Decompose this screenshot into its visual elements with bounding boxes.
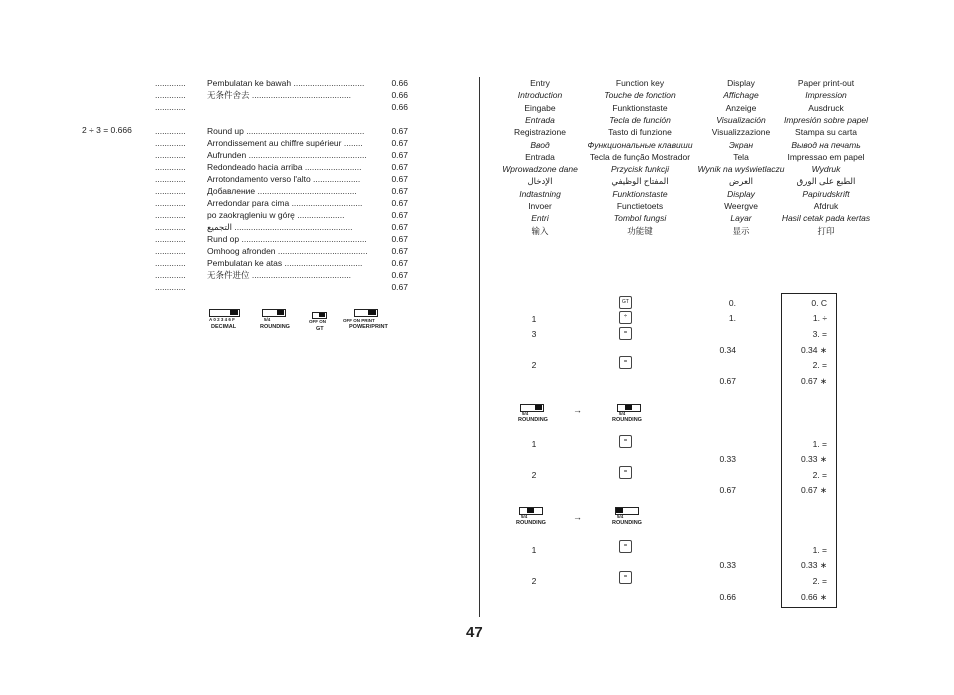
entry-header: Entrada xyxy=(525,151,555,162)
rounding-language-label: Arredondar para cima .............................. xyxy=(207,198,363,208)
tape-line: 0.33 ∗ xyxy=(800,560,827,570)
display-value: 0.33 xyxy=(719,560,736,570)
rounding-language-label: Arrotondamento verso l'alto .................... xyxy=(207,174,361,184)
display-value: 0.66 xyxy=(719,592,736,602)
rounding-language-label: التجميع .................................................. xyxy=(207,222,353,232)
equals-key-icon: = xyxy=(619,435,632,448)
rounding-value: 0.67 xyxy=(391,210,408,220)
equals-key-icon: = xyxy=(619,571,632,584)
function-key-header: Function key xyxy=(615,78,665,88)
divide-key-icon: ÷ xyxy=(619,311,632,324)
display-value: 0.67 xyxy=(719,485,736,495)
rounding-value: 0.67 xyxy=(391,270,408,280)
display-header: Display xyxy=(727,188,755,199)
print-out-header: Papirudskrift xyxy=(802,188,850,199)
tape-line: 2. = xyxy=(812,470,827,480)
leader-dots: ............. xyxy=(155,210,186,220)
entry-header: 输入 xyxy=(531,225,549,236)
display-value: 0. xyxy=(728,298,736,308)
rounding-language-label: 无条件舍去 .......................................... xyxy=(207,90,352,100)
tape-line: 0. C xyxy=(811,298,827,308)
entry-header: Wprowadzone dane xyxy=(502,164,578,175)
rounding-language-label: Omhoog afronden ...................................... xyxy=(207,246,368,256)
tape-line: 0.67 ∗ xyxy=(800,376,827,386)
entry-5: 2 xyxy=(531,470,537,480)
leader-dots: ............. xyxy=(155,282,186,292)
print-out-header: Afdruk xyxy=(813,201,839,211)
tape-line: 0.66 ∗ xyxy=(800,592,827,602)
tape-line: 0.33 ∗ xyxy=(800,454,827,464)
rounding-value: 0.66 xyxy=(391,90,408,100)
equals-key-icon: = xyxy=(619,466,632,479)
tape-line: 2. = xyxy=(812,576,827,586)
rounding-value: 0.67 xyxy=(391,186,408,196)
leader-dots: ............. xyxy=(155,246,186,256)
display-header: Tela xyxy=(733,151,749,162)
entry-header: Eingabe xyxy=(524,102,556,113)
entry-4: 1 xyxy=(531,439,537,449)
display-header: Экран xyxy=(728,139,754,150)
rounding-value: 0.67 xyxy=(391,258,408,268)
print-out-header: Stampa su carta xyxy=(795,127,857,138)
display-header: Visualización xyxy=(716,114,766,125)
leader-dots: ............. xyxy=(155,150,186,160)
rounding-value: 0.67 xyxy=(391,282,408,292)
function-key-header: المفتاح الوظيفي xyxy=(611,176,669,187)
rounding-language-label: Pembulatan ke atas ................................. xyxy=(207,258,363,268)
rounding-result-row xyxy=(0,257,954,269)
tape-line: 1. ÷ xyxy=(812,313,827,323)
rounding-value: 0.67 xyxy=(391,126,408,136)
equals-key-icon: = xyxy=(619,356,632,369)
entry-header: الإدخال xyxy=(527,176,553,187)
print-out-header: Вывод на печать xyxy=(791,139,861,150)
function-key-header: Функциональные клавиши xyxy=(587,139,693,150)
print-out-header: Impressao em papel xyxy=(787,151,865,162)
function-key-header: Przycisk funkcji xyxy=(610,164,670,175)
print-out-header: الطبع على الورق xyxy=(796,176,856,187)
function-key-header: Functietoets xyxy=(616,201,664,211)
entry-2: 3 xyxy=(531,329,537,339)
leader-dots: ............. xyxy=(155,186,186,196)
rounding-language-label: Добавление .......................................... xyxy=(207,186,357,196)
rounding-value: 0.67 xyxy=(391,246,408,256)
display-header: Wynik na wyświetlaczu xyxy=(697,164,785,175)
gt-key-icon: GT xyxy=(619,296,632,309)
tape-line: 3. = xyxy=(812,329,827,339)
display-value: 0.33 xyxy=(719,454,736,464)
print-out-header: Impression xyxy=(805,90,847,101)
print-out-header: Impresión sobre papel xyxy=(783,114,869,125)
rounding-switch-after-2: 5/4 ROUNDING xyxy=(612,507,646,529)
tape-line: 1. = xyxy=(812,545,827,555)
leader-dots: ............. xyxy=(155,162,186,172)
entry-header: Introduction xyxy=(517,90,563,101)
print-out-header: Wydruk xyxy=(811,164,841,175)
display-header: Visualizzazione xyxy=(711,127,771,138)
entry-header: Entrada xyxy=(525,114,555,125)
function-key-header: Funktionstaste xyxy=(612,188,668,199)
display-header: العرض xyxy=(728,176,754,187)
entry-header: Registrazione xyxy=(514,127,566,138)
display-header: Anzeige xyxy=(725,102,757,113)
print-out-header: Paper print-out xyxy=(797,78,855,88)
entry-header: Indtastning xyxy=(519,188,561,199)
rounding-switch-before-2: 5/4 ROUNDING xyxy=(516,507,550,529)
leader-dots: ............. xyxy=(155,258,186,268)
function-key-header: Tombol fungsi xyxy=(613,213,667,224)
rounding-value: 0.67 xyxy=(391,234,408,244)
gt-switch: OFF ON GT xyxy=(309,312,331,336)
entry-6: 1 xyxy=(531,545,537,555)
rounding-switch: 5/4 ROUNDING xyxy=(260,309,294,333)
rounding-language-label: Aufrunden .................................................. xyxy=(207,150,367,160)
display-value: 0.34 xyxy=(719,345,736,355)
rounding-switch-before-1: 5/4 ROUNDING xyxy=(518,404,552,426)
leader-dots: ............. xyxy=(155,198,186,208)
rounding-value: 0.67 xyxy=(391,198,408,208)
arrow-icon: → xyxy=(573,512,582,522)
rounding-language-label: Round up .................................................. xyxy=(207,126,365,136)
print-out-header: 打印 xyxy=(817,225,835,236)
decimal-switch: A 0 2 3 4 6 F DECIMAL xyxy=(209,309,241,333)
print-out-header: Hasil cetak pada kertas xyxy=(781,213,871,224)
rounding-language-label: 无条件进位 .......................................... xyxy=(207,270,352,280)
left-example-label: 2 ÷ 3 = 0.666 xyxy=(82,125,132,135)
entry-header: Entri xyxy=(531,213,549,224)
leader-dots: ............. xyxy=(155,174,186,184)
leader-dots: ............. xyxy=(155,126,186,136)
column-divider xyxy=(479,77,480,617)
leader-dots: ............. xyxy=(155,90,186,100)
function-key-header: Touche de fonction xyxy=(604,90,676,101)
rounding-value: 0.66 xyxy=(391,78,408,88)
entry-3: 2 xyxy=(531,360,537,370)
entry-header: Entry xyxy=(530,78,550,88)
leader-dots: ............. xyxy=(155,270,186,280)
rounding-language-label: Arrondissement au chiffre supérieur ........ xyxy=(207,138,363,148)
rounding-result-row xyxy=(0,281,954,293)
display-header: Layar xyxy=(730,213,752,224)
entry-header: Ввод xyxy=(530,139,550,150)
rounding-language-label: Rund op ..................................................... xyxy=(207,234,367,244)
function-key-header: Funktionstaste xyxy=(612,102,668,113)
rounding-value: 0.66 xyxy=(391,102,408,112)
display-header: Display xyxy=(727,78,755,88)
rounding-value: 0.67 xyxy=(391,150,408,160)
rounding-result-row xyxy=(0,245,954,257)
equals-key-icon: = xyxy=(619,540,632,553)
rounding-switch-after-1: 5/4 ROUNDING xyxy=(612,404,646,426)
page-number: 47 xyxy=(466,624,483,641)
function-key-header: 功能键 xyxy=(627,225,653,236)
rounding-language-label: Redondeado hacia arriba ........................ xyxy=(207,162,362,172)
leader-dots: ............. xyxy=(155,138,186,148)
leader-dots: ............. xyxy=(155,102,186,112)
entry-1: 1 xyxy=(531,314,537,324)
rounding-language-label: Pembulatan ke bawah .............................. xyxy=(207,78,365,88)
function-key-header: Tasto di funzione xyxy=(608,127,672,138)
equals-key-icon: = xyxy=(619,327,632,340)
entry-7: 2 xyxy=(531,576,537,586)
function-key-header: Tecla de função Mostrador xyxy=(589,151,691,162)
rounding-language-label: po zaokrągleniu w górę .................... xyxy=(207,210,345,220)
leader-dots: ............. xyxy=(155,78,186,88)
display-header: 显示 xyxy=(732,225,750,236)
display-header: Affichage xyxy=(723,90,759,101)
rounding-result-row xyxy=(0,269,954,281)
function-key-header: Tecla de función xyxy=(609,114,671,125)
arrow-icon: → xyxy=(573,405,582,415)
rounding-value: 0.67 xyxy=(391,174,408,184)
power-print-switch: OFF ON PRINT POWER/PRINT xyxy=(343,309,397,333)
display-value: 0.67 xyxy=(719,376,736,386)
print-out-header: Ausdruck xyxy=(808,102,844,113)
rounding-value: 0.67 xyxy=(391,162,408,172)
leader-dots: ............. xyxy=(155,234,186,244)
tape-line: 0.67 ∗ xyxy=(800,485,827,495)
tape-line: 1. = xyxy=(812,439,827,449)
tape-line: 2. = xyxy=(812,360,827,370)
display-value: 1. xyxy=(728,313,736,323)
tape-line: 0.34 ∗ xyxy=(800,345,827,355)
entry-header: Invoer xyxy=(528,201,552,211)
leader-dots: ............. xyxy=(155,222,186,232)
rounding-value: 0.67 xyxy=(391,222,408,232)
rounding-value: 0.67 xyxy=(391,138,408,148)
display-header: Weergve xyxy=(724,201,758,211)
